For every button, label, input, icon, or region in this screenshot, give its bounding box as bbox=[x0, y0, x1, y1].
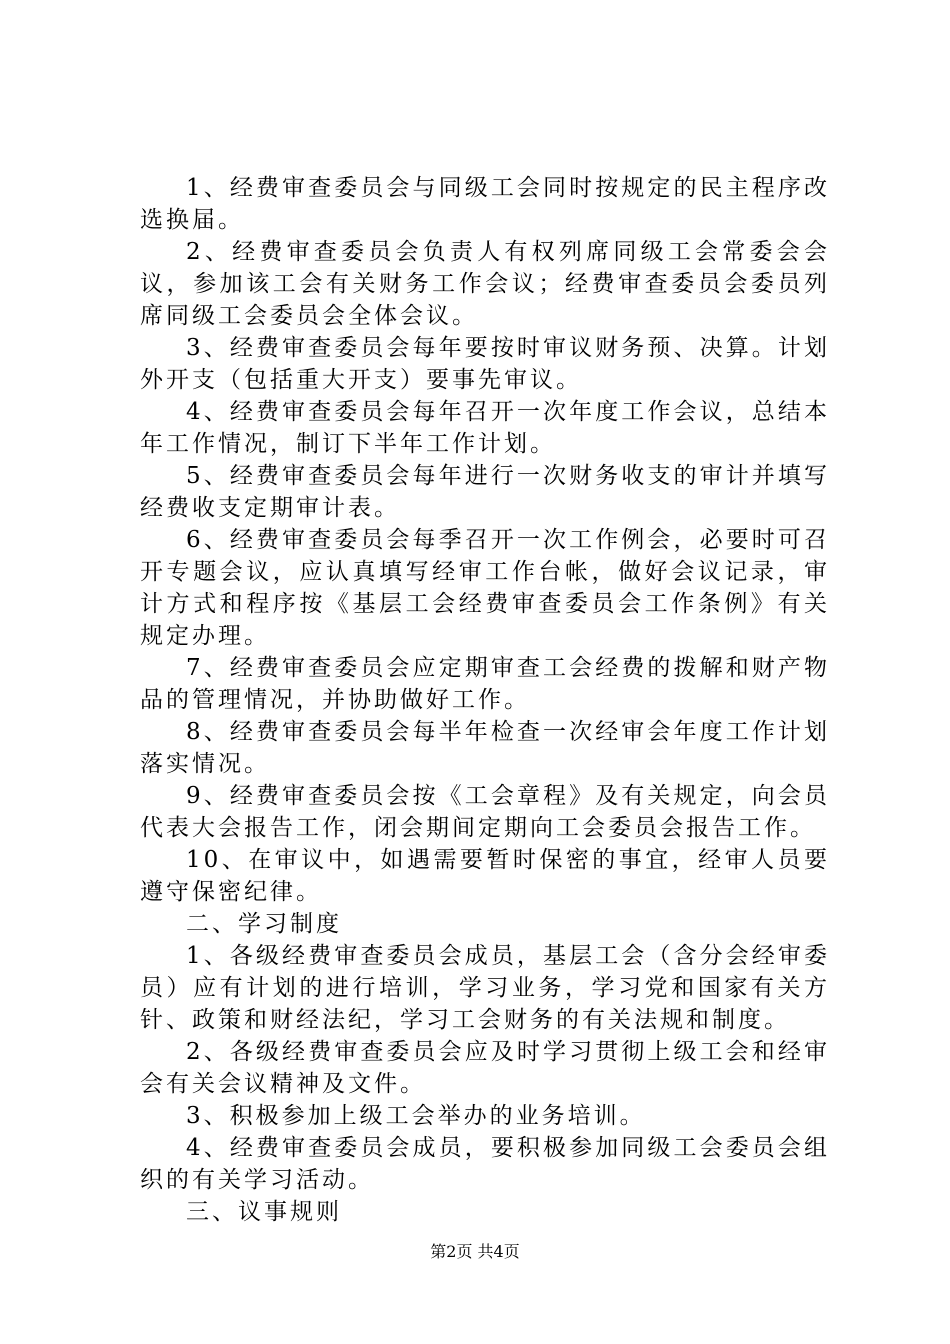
paragraph: 4、经费审查委员会成员，要积极参加同级工会委员会组织的有关学习活动。 bbox=[140, 1135, 830, 1193]
paragraph: 1、经费审查委员会与同级工会同时按规定的民主程序改选换届。 bbox=[140, 175, 830, 233]
paragraph: 3、经费审查委员会每年要按时审议财务预、决算。计划外开支（包括重大开支）要事先审议。 bbox=[140, 335, 830, 393]
paragraph: 4、经费审查委员会每年召开一次年度工作会议，总结本年工作情况，制订下半年工作计划。 bbox=[140, 399, 830, 457]
paragraph: 10、在审议中，如遇需要暂时保密的事宜，经审人员要遵守保密纪律。 bbox=[140, 847, 830, 905]
section-heading-rules-of-procedure: 三、议事规则 bbox=[186, 1199, 342, 1225]
page-number-footer: 第2页 共4页 bbox=[430, 1242, 520, 1261]
document-body bbox=[140, 172, 830, 1228]
paragraph: 1、各级经费审查委员会成员，基层工会（含分会经审委员）应有计划的进行培训，学习业务，学习党和国家有关方针、政策和财经法纪，学习工会财务的有关法规和制度。 bbox=[140, 943, 830, 1033]
paragraph: 3、积极参加上级工会举办的业务培训。 bbox=[186, 1103, 646, 1129]
paragraph: 8、经费审查委员会每半年检查一次经审会年度工作计划落实情况。 bbox=[140, 719, 830, 777]
paragraph: 7、经费审查委员会应定期审查工会经费的拨解和财产物品的管理情况，并协助做好工作。 bbox=[140, 655, 830, 713]
paragraph: 2、各级经费审查委员会应及时学习贯彻上级工会和经审会有关会议精神及文件。 bbox=[140, 1039, 830, 1097]
section-heading-study-system: 二、学习制度 bbox=[186, 911, 342, 937]
paragraph: 5、经费审查委员会每年进行一次财务收支的审计并填写经费收支定期审计表。 bbox=[140, 463, 830, 521]
paragraph: 6、经费审查委员会每季召开一次工作例会，必要时可召开专题会议，应认真填写经审工作台帐，做好会议记录，审计方式和程序按《基层工会经费审查委员会工作条例》有关规定办理。 bbox=[140, 527, 830, 649]
paragraph: 9、经费审查委员会按《工会章程》及有关规定，向会员代表大会报告工作，闭会期间定期向工会委员会报告工作。 bbox=[140, 783, 830, 841]
paragraph: 2、经费审查委员会负责人有权列席同级工会常委会会议，参加该工会有关财务工作会议；经费审查委员会委员列席同级工会委员会全体会议。 bbox=[140, 239, 830, 329]
